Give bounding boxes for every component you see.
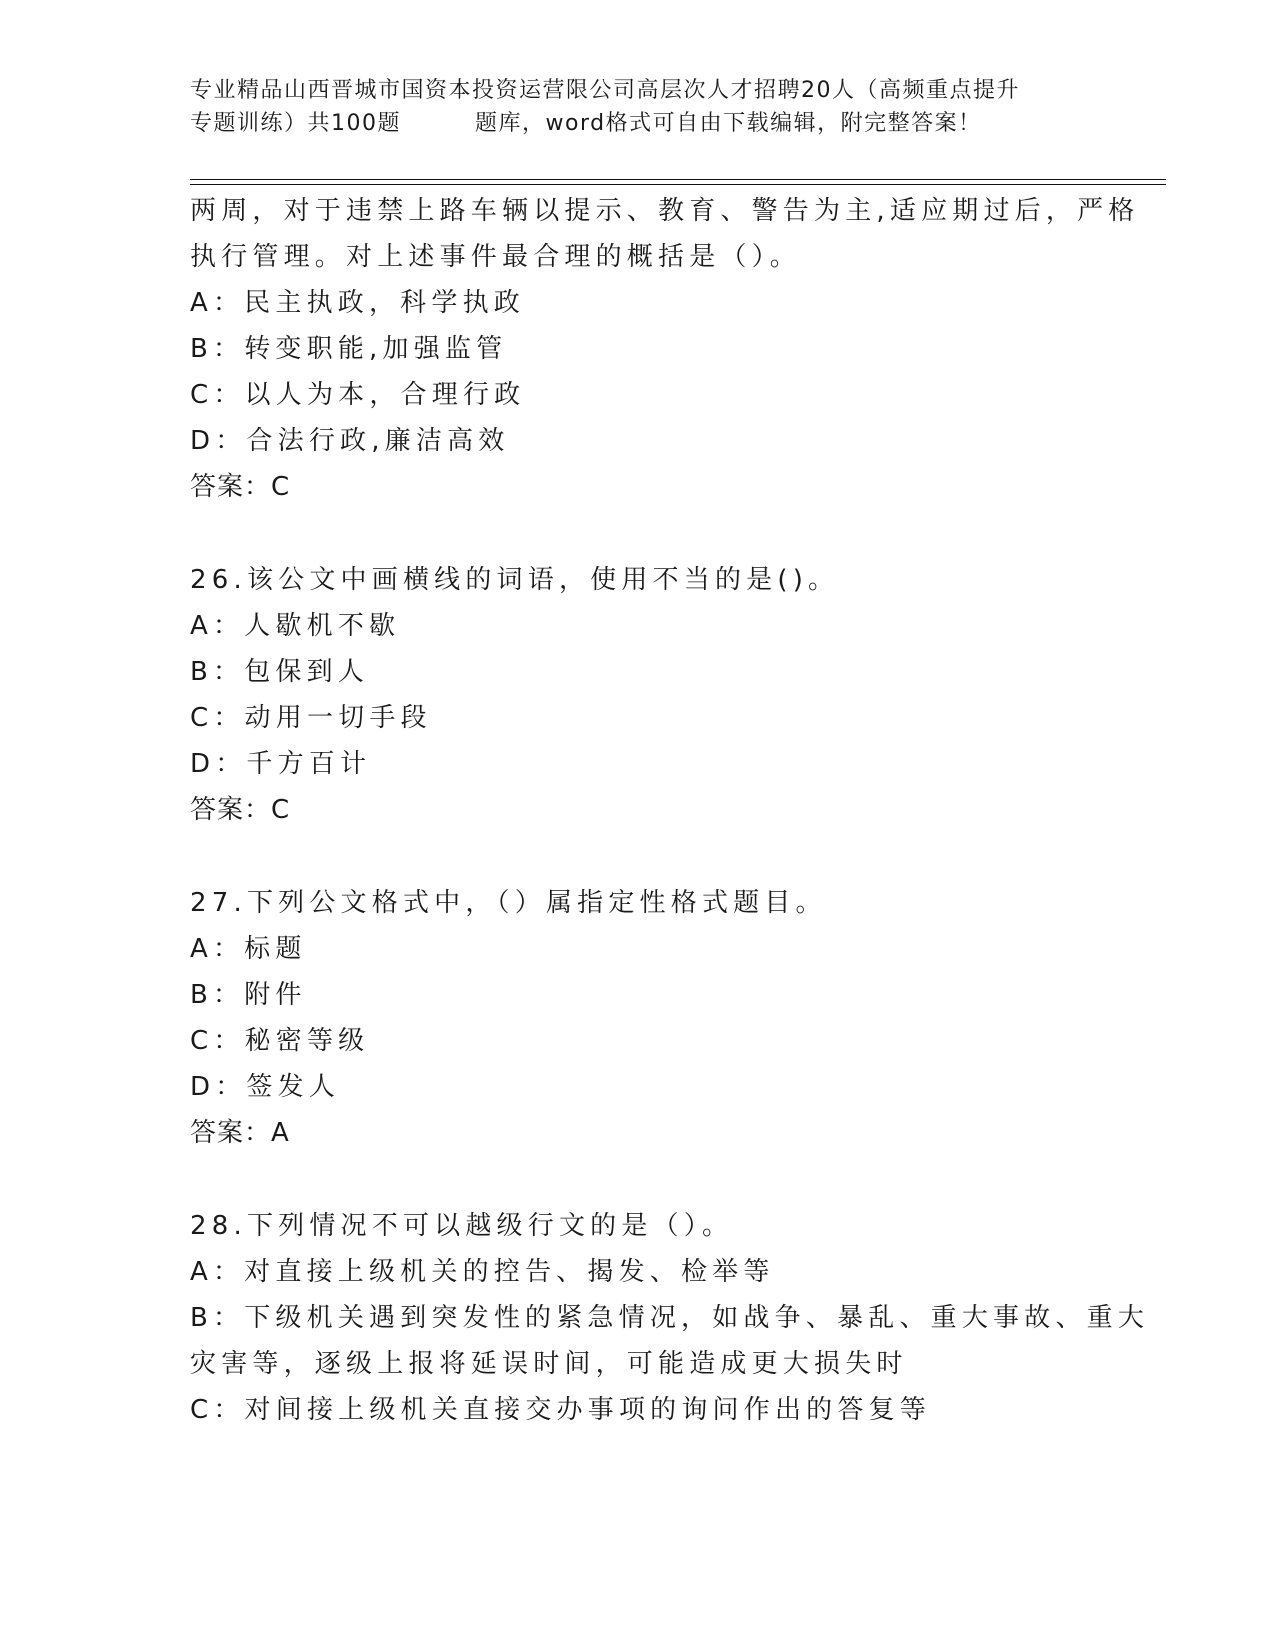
option-c: C：对间接上级机关直接交办事项的询问作出的答复等 [190, 1395, 931, 1425]
answer: 答案：A [190, 1118, 290, 1148]
option-c: C：以人为本，合理行政 [190, 380, 526, 410]
option-a: A：人歇机不歇 [190, 611, 401, 641]
option-c: C：秘密等级 [190, 1026, 370, 1056]
option-d: D：签发人 [190, 1072, 341, 1102]
option-b: B：包保到人 [190, 657, 370, 687]
header-divider-top [190, 179, 1166, 180]
option-d: D：合法行政,廉洁高效 [190, 426, 510, 456]
question-stem: 28.下列情况不可以越级行文的是（）。 [190, 1211, 734, 1241]
option-b: B：转变职能,加强监管 [190, 334, 508, 364]
option-b-continued: 灾害等，逐级上报将延误时间，可能造成更大损失时 [190, 1349, 908, 1379]
header-title-line2-right: 题库，word格式可自由下载编辑，附完整答案！ [475, 111, 982, 136]
question-25 [190, 188, 1140, 510]
option-a: A：民主执政，科学执政 [190, 288, 525, 318]
header-title-line2-left: 专题训练）共100题 [190, 111, 401, 136]
option-b: B：下级机关遇到突发性的紧急情况，如战争、暴乱、重大事故、重大 [190, 1303, 1150, 1333]
page-header [190, 74, 1090, 140]
option-c: C：动用一切手段 [190, 703, 432, 733]
question-stem-continued: 执行管理。对上述事件最合理的概括是（）。 [190, 242, 802, 272]
question-list [190, 188, 1150, 1433]
option-d: D：千方百计 [190, 749, 372, 779]
option-a: A：对直接上级机关的控告、揭发、检举等 [190, 1257, 775, 1287]
answer: 答案：C [190, 472, 291, 502]
answer: 答案：C [190, 795, 291, 825]
option-a: A：标题 [190, 934, 307, 964]
question-stem: 26.该公文中画横线的词语，使用不当的是()。 [190, 565, 840, 595]
question-27 [190, 880, 1090, 1156]
option-b: B：附件 [190, 980, 307, 1010]
question-stem-continued: 两周，对于违禁上路车辆以提示、教育、警告为主,适应期过后，严格 [190, 196, 1140, 226]
header-title-line2 [190, 107, 1090, 140]
question-28 [190, 1203, 1150, 1433]
question-26 [190, 557, 1090, 833]
question-stem: 27.下列公文格式中，（）属指定性格式题目。 [190, 888, 827, 918]
header-title-line1: 专业精品山西晋城市国资本投资运营限公司高层次人才招聘20人（高频重点提升 [190, 78, 1020, 103]
header-divider-bottom [190, 184, 1166, 185]
